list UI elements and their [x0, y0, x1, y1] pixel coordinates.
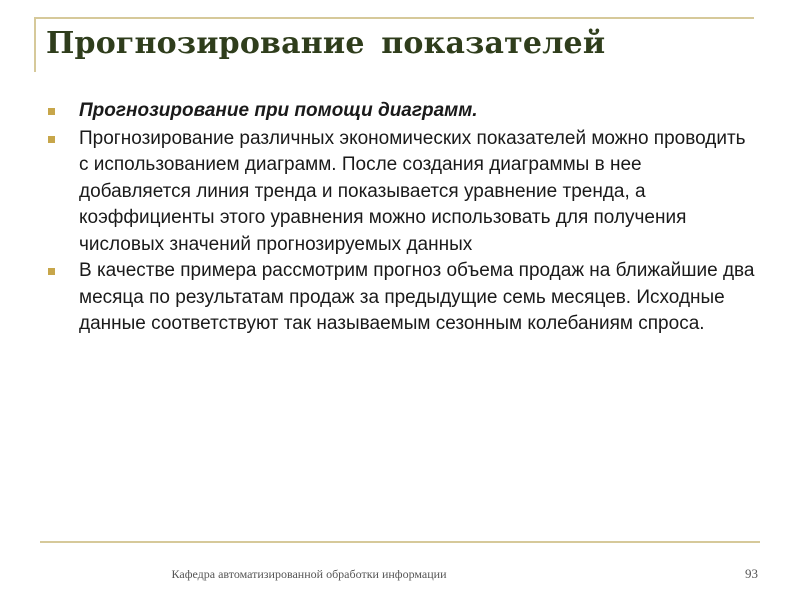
square-bullet-icon	[48, 268, 55, 275]
top-left-accent	[34, 17, 36, 72]
top-divider	[34, 17, 754, 19]
footer-label: Кафедра автоматизированной обработки информации	[171, 567, 447, 581]
slide-title: Прогнозирование показателей	[46, 26, 606, 61]
bullet-text: В качестве примера рассмотрим прогноз объема продаж на ближайшие два месяца по результатам продаж за предыдущие семь месяцев. Исходные данные соответствуют так называемым сезонным колебаниям спроса.	[79, 260, 755, 334]
square-bullet-icon	[48, 108, 55, 115]
bottom-divider	[40, 541, 760, 543]
bullet-text: Прогнозирование различных экономических показателей можно проводить с использованием диаграмм. После создания диаграммы в нее добавляется линия тренда и показывается уравнение тренда, а коэффициенты этого уравнения можно использовать для получения числовых значений прогнозируемых данных	[79, 127, 746, 255]
square-bullet-icon	[48, 136, 55, 143]
footer-department	[0, 567, 618, 582]
slide-content	[48, 98, 758, 338]
bullet-item	[48, 98, 758, 125]
bullet-text: Прогнозирование при помощи диаграмм.	[79, 100, 478, 121]
bullet-item	[48, 126, 758, 259]
page-number: 93	[745, 566, 758, 581]
bullet-item	[48, 258, 758, 338]
